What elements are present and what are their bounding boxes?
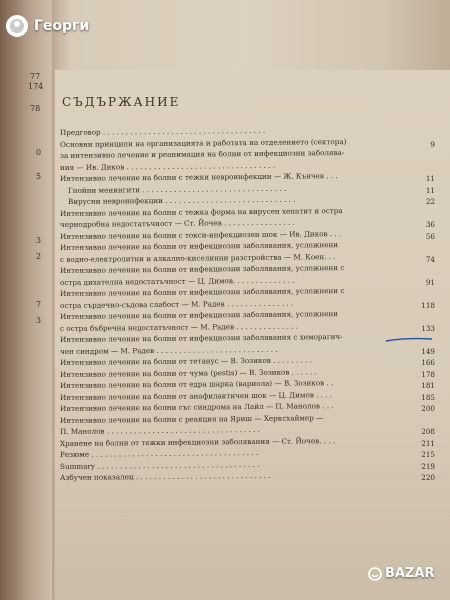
toc-entry: Предговор . . . . . . . . . . . . . . . . . . . . . . . . . . . . . . . . . . . . bbox=[59, 125, 266, 137]
toc-entry: П. Манолов . . . . . . . . . . . . . . . . . . . . . . . . . . . . . . . . . . bbox=[59, 424, 260, 436]
toc-entry: Интензивно лечение на болни със синдрома на Лайл — П. Манолов . . . bbox=[59, 401, 334, 413]
left-page-number: 3 bbox=[36, 236, 42, 245]
toc-page-number: 220 bbox=[421, 473, 435, 482]
toc-entry: Summary . . . . . . . . . . . . . . . . . . . . . . . . . . . . . . . . . . . . bbox=[59, 459, 260, 471]
left-page-number: 7 bbox=[36, 300, 42, 309]
toc-entry: Вирусни невроинфекции . . . . . . . . . . . . . . . . . . . . . . . . . . . . . bbox=[67, 194, 296, 206]
toc-entry: Азбучен показалец . . . . . . . . . . . . . . . . . . . . . . . . . . . . . . bbox=[59, 470, 271, 482]
toc-entry: чернодробна недостатъчност — Ст. Йочев . . . . . . . . . . . . . . . . bbox=[59, 217, 295, 229]
toc-entry: ния — Ив. Диков . . . . . . . . . . . . . . . . . . . . . . . . . . . . . . . . . bbox=[59, 160, 276, 172]
toc-entry: Интензивно лечение на болни от инфекциозни заболявания, усложнени с bbox=[59, 286, 345, 298]
pen-underline-mark bbox=[385, 337, 433, 343]
toc-page-number: 185 bbox=[421, 392, 435, 402]
toc-entry: Интензивно лечение на болни от чума (pestis) — В. Зозиков . . . . . . bbox=[59, 366, 317, 379]
toc-entry: Интензивно лечение на болни от едра шарка (вариола) — В. Зозиков . . bbox=[59, 378, 334, 390]
toc-page-number: 56 bbox=[425, 231, 435, 241]
toc-page-number: 211 bbox=[421, 438, 435, 448]
toc-page-number: 91 bbox=[425, 277, 435, 287]
toc-page-number: 181 bbox=[421, 381, 435, 390]
toc-page-number: 178 bbox=[421, 369, 435, 379]
toc-page-number: 22 bbox=[425, 197, 435, 206]
toc-page-number: 74 bbox=[425, 254, 435, 264]
toc-page-number: 215 bbox=[421, 450, 435, 459]
toc-entry: Интензивно лечение на болни с токси-инфекциозен шок — Ив. Диков . . . bbox=[59, 228, 342, 241]
toc-entry: Интензивно лечение на болни с тежка форма на вирусен хепатит и остра bbox=[59, 205, 343, 218]
user-icon bbox=[10, 19, 24, 33]
bazar-watermark bbox=[368, 566, 434, 581]
left-page-number: 2 bbox=[36, 252, 42, 261]
toc-entry: с водно-електролитни и алкално-киселинни разстройства — М. Коен. . . bbox=[59, 251, 336, 264]
toc-entry: остра дихателна недостатъчност — Ц. Димов. . . . . . . . . . . . . . bbox=[59, 275, 295, 287]
toc-entry: с остра бъбречна недостатъчност — М. Радев . . . . . . . . . . . . . . bbox=[59, 321, 299, 333]
toc-entry: Основни принципи на организацията и работата на отделението (сектора) bbox=[59, 136, 347, 149]
seller-name[interactable]: Георги bbox=[34, 18, 90, 34]
left-page-number: 3 bbox=[36, 316, 42, 325]
left-page-number: 77 bbox=[30, 72, 41, 81]
seller-badge[interactable] bbox=[6, 15, 89, 37]
watermark-text: BAZAR bbox=[385, 566, 435, 581]
toc-entry: Резюме . . . . . . . . . . . . . . . . . . . . . . . . . . . . . . . . . . . . . bbox=[59, 447, 259, 459]
bazar-logo-icon bbox=[368, 567, 382, 581]
toc-entry: чен синдром — М. Радев . . . . . . . . . . . . . . . . . . . . . . . . . . . bbox=[59, 344, 278, 356]
toc-page-number: 118 bbox=[421, 300, 435, 310]
toc-page-number: 219 bbox=[421, 461, 435, 471]
toc-entry: Интензивно лечение на болни от анафилактичен шок — Ц. Димов . . . . bbox=[59, 389, 333, 402]
toc-page-number: 11 bbox=[425, 185, 435, 195]
left-page-number: 0 bbox=[36, 148, 42, 157]
toc-entry: Интензивно лечение на болни с реакция на Яриш — Херксхаймер — bbox=[59, 412, 324, 425]
toc-entry: Интензивно лечение на болни от инфекциозни заболявания, усложнени с bbox=[59, 263, 345, 275]
toc-entry: Гнойни менингити . . . . . . . . . . . . . . . . . . . . . . . . . . . . . . . . bbox=[67, 183, 287, 195]
toc-page-number: 9 bbox=[430, 139, 435, 149]
toc-page-number: 133 bbox=[421, 323, 435, 333]
toc-entry: за интензивно лечение и реанимация на болни от инфекциозни заболява- bbox=[59, 148, 345, 160]
toc-entry: Интензивно лечение на болни от инфекциозни заболявания, усложнени bbox=[59, 240, 339, 252]
toc-page-number: 149 bbox=[421, 346, 435, 356]
left-page-number: 5 bbox=[36, 172, 42, 181]
toc-entry: Интензивно лечение на болни от инфекциозни заболявания с хеморагич- bbox=[59, 332, 343, 344]
toc-entry: Интензивно лечение на болни от тетанус — В. Зозиков . . . . . . . . . bbox=[59, 355, 312, 367]
toc-page-number: 200 bbox=[421, 404, 435, 413]
toc-page-number: 166 bbox=[421, 358, 435, 367]
left-page-number: 174 bbox=[28, 82, 44, 91]
left-page-number: 78 bbox=[30, 104, 41, 113]
left-page-edge bbox=[0, 0, 52, 600]
toc-page-number: 36 bbox=[425, 220, 435, 229]
toc-entry: Интензивно лечение на болни от инфекциозни заболявания, усложнени bbox=[59, 309, 339, 321]
toc-entry: Интензивно лечение на болни с тежки невроинфекции — Ж. Кънчев . . . bbox=[59, 171, 338, 183]
toc-page-number: 11 bbox=[425, 174, 435, 183]
toc-entry: Хранене на болни от тежки инфекциозни заболявания — Ст. Йочев. . . . bbox=[59, 435, 336, 448]
toc-entry: остра сърдечно-съдова слабост — М. Радев . . . . . . . . . . . . . . . bbox=[59, 298, 294, 310]
avatar[interactable] bbox=[6, 15, 28, 37]
toc-page-number: 208 bbox=[421, 427, 435, 436]
toc-title: СЪДЪРЖАНИЕ bbox=[62, 95, 181, 109]
